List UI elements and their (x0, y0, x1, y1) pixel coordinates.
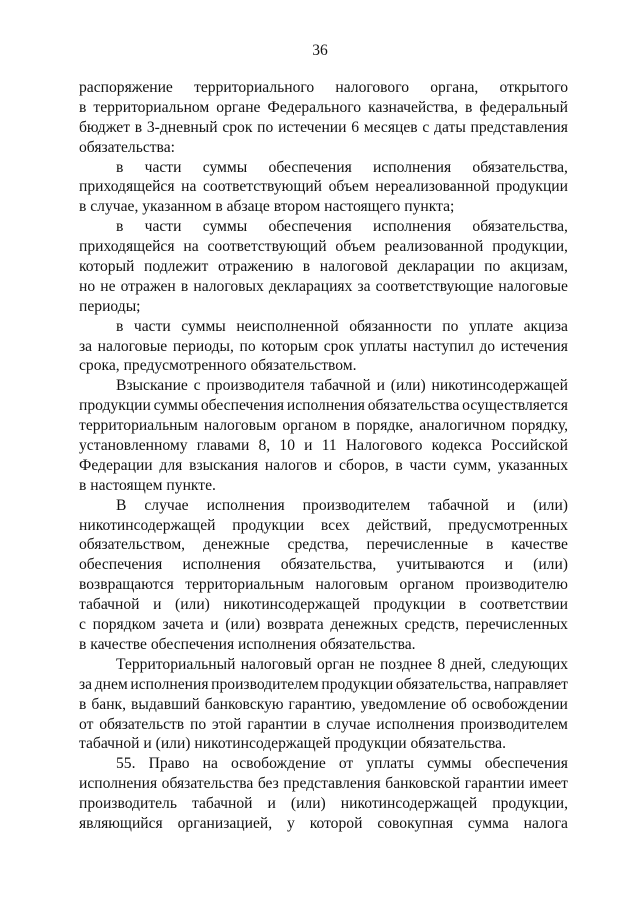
word: дней, (450, 655, 486, 673)
word: налоговых (193, 277, 264, 295)
word: и (304, 437, 313, 455)
text-line (79, 516, 568, 536)
text-line (79, 774, 568, 794)
word: за (79, 337, 93, 355)
text-line (79, 78, 568, 98)
word: органе (216, 98, 261, 116)
word: в (342, 417, 351, 435)
word: никотинсодержащей (340, 795, 478, 813)
word: на (202, 755, 218, 773)
word: предусмотренных (448, 516, 568, 534)
word: указанных (497, 456, 568, 474)
word: с (79, 616, 86, 634)
word: даты (434, 118, 466, 136)
word: учитываются (396, 556, 485, 574)
word: отражен (120, 277, 176, 295)
word: открытого (499, 79, 568, 96)
word: объем (328, 178, 369, 196)
word: налоговые (97, 337, 168, 355)
word: органа, (430, 79, 479, 96)
word: обязательства (367, 397, 460, 415)
word: исполнения (373, 158, 452, 176)
word: части (133, 317, 171, 335)
word: Территориальный (116, 655, 236, 673)
word: обязательства, (472, 158, 568, 176)
word: за (79, 675, 93, 693)
word: случае (144, 496, 189, 514)
word: банковскую (204, 695, 284, 713)
text-line (79, 376, 568, 396)
word: продукции (373, 596, 446, 614)
word: истечения (500, 337, 568, 355)
word: федеральный (479, 98, 568, 116)
text-line (79, 715, 568, 735)
word: суммы (202, 218, 248, 236)
text-line (79, 555, 568, 575)
word: производителем (302, 496, 411, 514)
word: налоговым (315, 576, 388, 594)
text-line: в качестве обеспечения исполнения обязательства. (79, 635, 416, 653)
word: в (134, 118, 143, 136)
word: по (484, 258, 501, 276)
word: сумма (467, 814, 509, 832)
word: об (451, 695, 467, 713)
text-line: в настоящем пункте. (79, 476, 216, 494)
word: суммы (181, 317, 226, 335)
text-line (79, 615, 568, 635)
word: гарантии (464, 775, 525, 793)
word: с (422, 118, 430, 136)
word: главами (196, 437, 250, 455)
word: денежных (330, 616, 398, 634)
word: перечисленных (465, 616, 568, 634)
text-line: табачной и (или) никотинсодержащей продукции обязательства. (79, 735, 507, 753)
word: в (79, 98, 87, 116)
word: аналогичном (419, 417, 506, 435)
word: выдавший (131, 695, 200, 713)
word: обеспечения (484, 755, 568, 773)
text-line (79, 416, 568, 436)
word: обязанности (349, 317, 432, 335)
word: в (458, 596, 467, 614)
word: от (79, 715, 94, 733)
word: для (159, 456, 183, 474)
word: средств, (404, 616, 459, 634)
word: обязательства (161, 775, 254, 793)
document-body (79, 78, 568, 834)
word: уплаты (359, 337, 408, 355)
word: суммы (153, 397, 199, 415)
word: соответствующий (207, 238, 327, 256)
word: никотинсодержащей (223, 596, 360, 614)
word: освобождении (471, 695, 568, 713)
word: в (395, 456, 403, 474)
word: (или) (533, 496, 568, 514)
word: представления (283, 775, 381, 793)
word: на (181, 178, 197, 196)
text-line (79, 177, 568, 197)
word: соответствии (479, 596, 568, 614)
word: банковской (385, 775, 461, 793)
word: Право (148, 755, 190, 773)
word: кодекса (431, 437, 482, 455)
word: всех (320, 516, 350, 534)
text-line (79, 595, 568, 615)
text-line (79, 237, 568, 257)
word: суммы (427, 755, 472, 773)
word: исполнения (79, 775, 158, 793)
word: в (313, 715, 321, 733)
text-line (79, 456, 568, 476)
word: порядке, (356, 417, 414, 435)
word: исполнения (286, 397, 365, 415)
word: налоговый (240, 655, 312, 673)
word: исполнения (130, 675, 209, 693)
word: соответствующие (375, 277, 494, 295)
word: орган (316, 655, 355, 673)
word: которой (309, 814, 363, 832)
word: обязательств (99, 715, 185, 733)
word: продукции, (492, 795, 568, 813)
word: обеспечения (200, 397, 285, 415)
word: которым (261, 337, 319, 355)
word: уплаты (366, 755, 415, 773)
word: бюджет (79, 118, 131, 136)
word: порядком (92, 616, 156, 634)
text-line (79, 794, 568, 814)
text-line (79, 118, 568, 138)
word: продукции (79, 397, 151, 415)
word: производитель (79, 795, 177, 813)
text-line (79, 496, 568, 516)
word: на (183, 238, 199, 256)
word: у (287, 814, 295, 832)
word: продукции (496, 178, 568, 196)
word: (или) (533, 556, 568, 574)
word: в (79, 695, 87, 713)
word: нереализованной (375, 178, 490, 196)
word: исполнения (376, 715, 455, 733)
word: подлежит (144, 258, 209, 276)
word: без (257, 775, 279, 793)
word: до (479, 337, 496, 355)
word: обеспечения (268, 158, 352, 176)
word: декларации (397, 258, 475, 276)
word: территориальным (79, 417, 198, 435)
word: части (409, 456, 447, 474)
word: 8 (437, 655, 446, 673)
word: территориальном (93, 98, 210, 116)
word: по (239, 337, 256, 355)
word: сумм, (453, 456, 492, 474)
word: реализованной (384, 238, 484, 256)
word: территориальным (185, 576, 305, 594)
word: являющийся (79, 814, 163, 832)
text-line (79, 396, 568, 416)
word: срок (222, 118, 253, 136)
text-line: срока, предусмотренного обязательством. (79, 357, 357, 375)
word: обязательством, (79, 536, 186, 554)
word: табачной (310, 377, 371, 395)
word: части (144, 158, 182, 176)
word: приходящейся (79, 178, 175, 196)
word: в (302, 258, 311, 276)
word: отражению (217, 258, 294, 276)
word: банк, (91, 695, 127, 713)
word: 11 (321, 437, 337, 455)
word: исполнения (182, 556, 261, 574)
word: и (376, 377, 385, 395)
word: налогового (335, 79, 410, 96)
word: действий, (366, 516, 432, 534)
word: случае (326, 715, 371, 733)
word: днем (94, 675, 128, 693)
word: уплате (468, 317, 514, 335)
word: декларациях (268, 277, 353, 295)
word: казначейства, (368, 98, 458, 116)
word: освобождение (231, 755, 326, 773)
word: 8, (258, 437, 271, 455)
word: обязательства, (395, 675, 492, 693)
word: который (79, 258, 135, 276)
word: 6 (351, 118, 360, 136)
word: производителем (211, 675, 319, 693)
word: и (267, 795, 276, 813)
word: в (180, 277, 189, 295)
word: приходящейся (79, 238, 175, 256)
text-line (79, 754, 568, 774)
word: обеспечения (79, 556, 163, 574)
word: Российской (491, 437, 568, 455)
word: и (210, 616, 219, 634)
word: и (504, 556, 513, 574)
word: (или) (390, 377, 426, 395)
word: органом (399, 576, 455, 594)
word: продукции, (492, 238, 568, 256)
word: взыскания (189, 456, 259, 474)
word: 10 (279, 437, 295, 455)
word: исполнения (373, 218, 452, 236)
word: осуществляется (462, 397, 568, 415)
word: но (79, 277, 96, 295)
text-line (79, 337, 568, 357)
word: периоды, (172, 337, 234, 355)
text-line: обязательства: (79, 138, 175, 156)
word: и (153, 596, 162, 614)
word: по (442, 317, 459, 335)
word: никотинсодержащей (79, 516, 216, 534)
word: гарантию, (288, 695, 356, 713)
word: налогов (264, 456, 318, 474)
word: представления (470, 118, 568, 136)
word: Взыскание (116, 377, 188, 395)
text-line (79, 436, 568, 456)
word: производителя (206, 377, 305, 395)
word: обязательства, (472, 218, 568, 236)
word: органом (282, 417, 337, 435)
word: направляет (493, 675, 568, 693)
word: суммы (202, 158, 248, 176)
word: производителем (460, 715, 568, 733)
word: соответствующий (202, 178, 323, 196)
page-number: 36 (312, 42, 328, 59)
word: налога (523, 814, 568, 832)
word: (или) (290, 795, 326, 813)
word: истечении (278, 118, 347, 136)
word: акциза (523, 317, 568, 335)
word: акцизам, (509, 258, 568, 276)
word: уведомление (360, 695, 447, 713)
word: неисполненной (236, 317, 339, 335)
word: установленному (79, 437, 188, 455)
word: по (190, 715, 207, 733)
word: в (116, 218, 124, 236)
word: сборов, (338, 456, 389, 474)
word: территориального (194, 79, 315, 96)
text-line (79, 158, 568, 178)
text-line (79, 277, 568, 297)
word: Федерации (79, 456, 153, 474)
word: возврата (266, 616, 324, 634)
word: не (359, 655, 375, 673)
word: обязательства, (280, 556, 377, 574)
word: от (338, 755, 354, 773)
word: табачной (191, 795, 253, 813)
word: производителю (465, 576, 568, 594)
word: налоговой (319, 258, 388, 276)
text-line (79, 655, 568, 675)
word: средства, (287, 536, 349, 554)
word: перечисленные (366, 536, 469, 554)
word: налоговые (498, 277, 568, 295)
word: Федерального (267, 98, 362, 116)
word: продукции (321, 675, 394, 693)
text-line: в случае, указанном в абзаце втором настоящего пункта; (79, 198, 455, 216)
text-line (79, 575, 568, 595)
word: следующих (491, 655, 568, 673)
word: за (357, 277, 371, 295)
word: табачной (79, 596, 140, 614)
word: никотинсодержащей (431, 377, 568, 395)
word: порядку, (511, 417, 568, 435)
text-line (79, 814, 568, 834)
word: 55. (116, 755, 136, 773)
word: имеет (529, 775, 568, 793)
word: продукции (232, 516, 305, 534)
word: налоговым (203, 417, 277, 435)
text-line (79, 217, 568, 237)
word: части (144, 218, 182, 236)
word: табачной (428, 496, 489, 514)
word: в (465, 98, 473, 116)
word: денежные (203, 536, 270, 554)
word: наступил (412, 337, 474, 355)
word: качестве (511, 536, 568, 554)
word: по (257, 118, 274, 136)
word: (или) (225, 616, 261, 634)
word: организацией, (177, 814, 273, 832)
word: с (193, 377, 201, 395)
text-line (79, 535, 568, 555)
text-line (79, 675, 568, 695)
word: гарантии (247, 715, 308, 733)
word: в (485, 536, 494, 554)
word: позднее (379, 655, 433, 673)
word: 3-дневный (146, 118, 218, 136)
word: возвращаются (79, 576, 174, 594)
word: срок (323, 337, 354, 355)
word: объем (335, 238, 376, 256)
word: зачета (162, 616, 204, 634)
word: распоряжение (79, 79, 173, 96)
word: в (116, 158, 124, 176)
word: в (116, 317, 124, 335)
text-line (79, 98, 568, 118)
word: совокупная (377, 814, 454, 832)
text-line (79, 317, 568, 337)
word: и (323, 456, 333, 474)
text-line (79, 695, 568, 715)
word: месяцев (363, 118, 418, 136)
text-line (79, 257, 568, 277)
word: этой (212, 715, 242, 733)
word: обеспечения (268, 218, 352, 236)
word: В (116, 496, 127, 514)
word: Налогового (345, 437, 423, 455)
word: и (506, 496, 516, 514)
word: (или) (175, 596, 210, 614)
word: исполнения (206, 496, 285, 514)
word: не (100, 277, 116, 295)
text-line: периоды; (79, 297, 141, 315)
